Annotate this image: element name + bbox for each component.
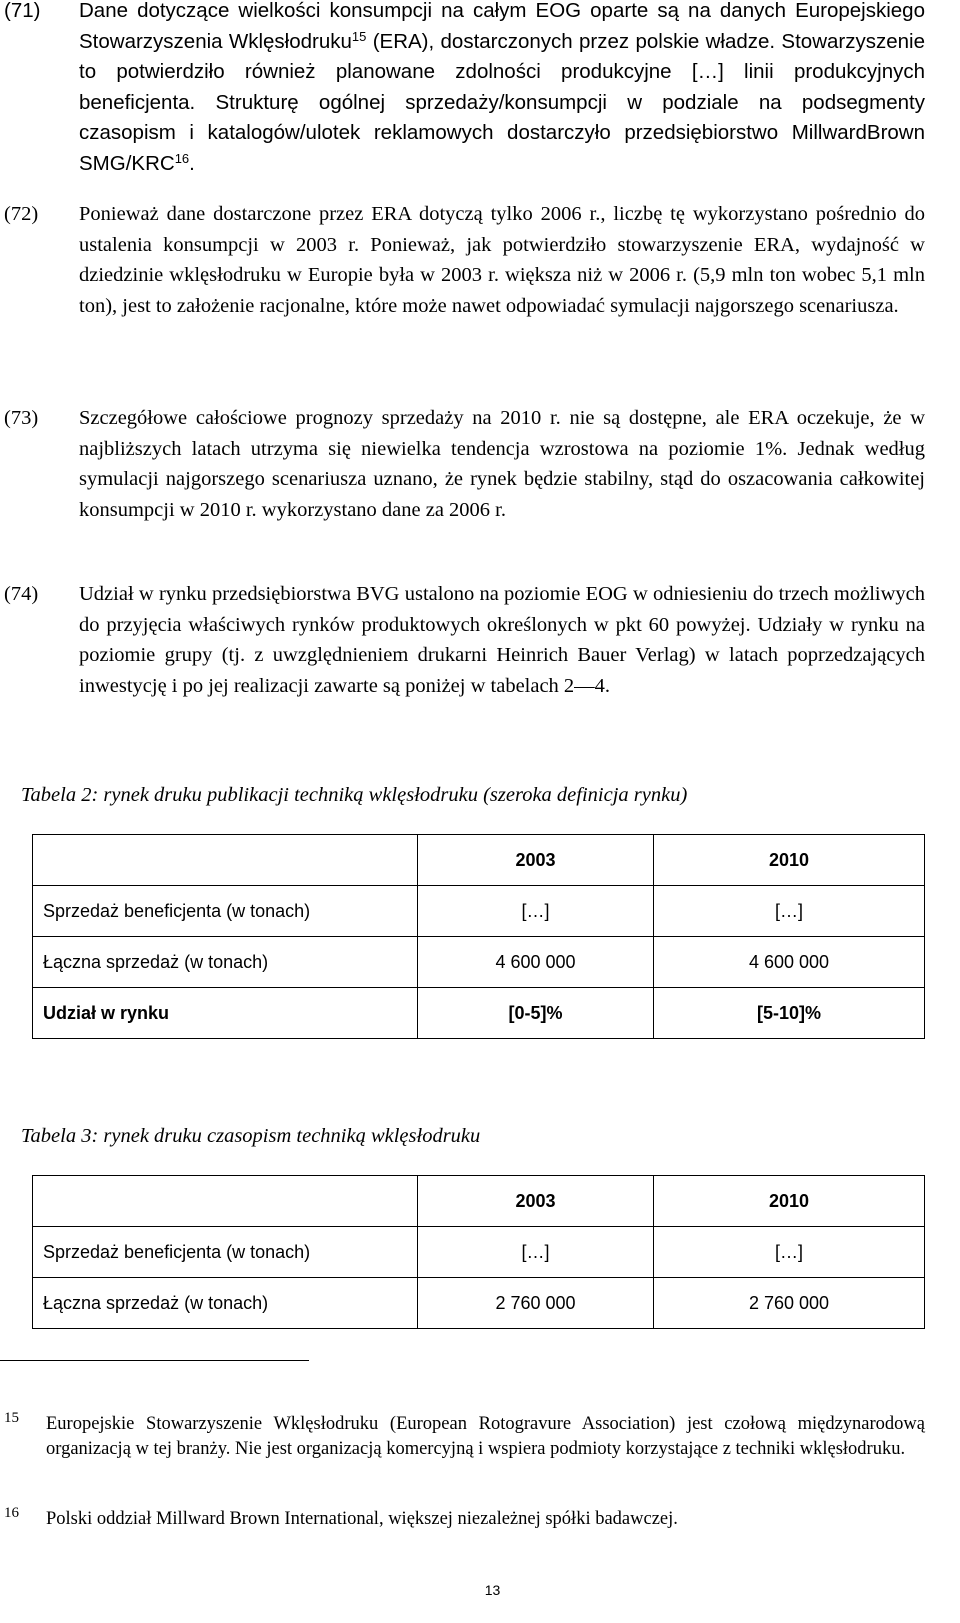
footnote-ref-16[interactable]: 16 [174, 150, 190, 166]
table-header-row [33, 1176, 925, 1227]
table-header-cell: 2003 [418, 835, 654, 886]
paragraph-text-part: Dane dotyczące wielkości konsumpcji na całym EOG oparte są na danych Europejskiego Stowarzyszenia Wklęsłodruku [79, 0, 925, 53]
table-header-cell: 2010 [654, 835, 925, 886]
table-row [33, 886, 925, 937]
table-cell: Sprzedaż beneficjenta (w tonach) [33, 1227, 418, 1278]
paragraph-text [79, 0, 925, 179]
footnote-text: Polski oddział Millward Brown International, większej niezależnej spółki badawczej. [46, 1509, 678, 1529]
paragraph-number: (72) [4, 203, 39, 225]
paragraph-number: (74) [4, 583, 39, 605]
footnote-15 [0, 1412, 925, 1461]
paragraph-71 [0, 0, 925, 179]
table-cell: 2 760 000 [418, 1278, 654, 1329]
table-cell: 4 600 000 [418, 937, 654, 988]
footnote-number: 15 [4, 1410, 19, 1426]
paragraph-text-part: . [189, 151, 195, 175]
table-cell: 2 760 000 [654, 1278, 925, 1329]
paragraph-72 [0, 199, 925, 321]
table-cell: [0-5]% [418, 988, 654, 1039]
table-row [33, 1227, 925, 1278]
table-header-cell: 2003 [418, 1176, 654, 1227]
table-cell: Sprzedaż beneficjenta (w tonach) [33, 886, 418, 937]
table-header-cell [33, 835, 418, 886]
paragraph-text: Ponieważ dane dostarczone przez ERA dotyczą tylko 2006 r., liczbę tę wykorzystano pośrednio do ustalenia konsumpcji w 2003 r. Ponieważ, jak potwierdziło stowarzyszenie ERA, wydajność w dziedzinie wklęsłodruku w Europie była w 2003 r. większa niż w 2006 r. (5,9 mln ton wobec 5,1 mln ton), jest to założenie racjonalne, które może nawet odpowiadać symulacji najgorszego scenariusza. [79, 203, 925, 317]
paragraph-number: (73) [4, 407, 39, 429]
table-header-cell [33, 1176, 418, 1227]
table-cell: […] [418, 886, 654, 937]
table-header-row [33, 835, 925, 886]
table-cell: 4 600 000 [654, 937, 925, 988]
table-cell: Udział w rynku [33, 988, 418, 1039]
paragraph-number: (71) [4, 0, 41, 22]
footnote-separator [0, 1360, 309, 1361]
table-cell: Łączna sprzedaż (w tonach) [33, 1278, 418, 1329]
table-cell: […] [418, 1227, 654, 1278]
table-header-cell: 2010 [654, 1176, 925, 1227]
table-row [33, 937, 925, 988]
footnote-ref-15[interactable]: 15 [351, 28, 367, 44]
footnote-16 [0, 1507, 925, 1532]
table-2 [32, 834, 925, 1039]
table-2-caption: Tabela 2: rynek druku publikacji techniką wklęsłodruku (szeroka definicja rynku) [21, 784, 688, 806]
paragraph-73 [0, 403, 925, 525]
table-cell: […] [654, 1227, 925, 1278]
page-number: 13 [484, 1582, 501, 1598]
paragraph-text-part: (ERA), dostarczonych przez polskie władze. Stowarzyszenie to potwierdziło również planowane zdolności produkcyjne […] linii produkcyjnych beneficjenta. Strukturę ogólnej sprzedaży/konsumpcji w podziale na podsegmenty czasopism i katalogów/ulotek reklamowych dostarczyło przedsiębiorstwo MillwardBrown SMG/KRC [79, 29, 925, 175]
paragraph-text: Udział w rynku przedsiębiorstwa BVG ustalono na poziomie EOG w odniesieniu do trzech możliwych do przyjęcia właściwych rynków produktowych określonych w pkt 60 powyżej. Udziały w rynku na poziomie grupy (tj. z uwzględnieniem drukarni Heinrich Bauer Verlag) w latach poprzedzających inwestycję i po jej realizacji zawarte są poniżej w tabelach 2—4. [79, 583, 925, 697]
table-row [33, 988, 925, 1039]
paragraph-text: Szczegółowe całościowe prognozy sprzedaży na 2010 r. nie są dostępne, ale ERA oczekuje, że w najbliższych latach utrzyma się niewielka tendencja wzrostowa na poziomie 1%. Jednak według symulacji najgorszego scenariusza uznano, że rynek będzie stabilny, stąd do oszacowania całkowitej konsumpcji w 2010 r. wykorzystano dane za 2006 r. [79, 407, 925, 521]
table-cell: [5-10]% [654, 988, 925, 1039]
table-3 [32, 1175, 925, 1329]
table-row [33, 1278, 925, 1329]
table-3-caption: Tabela 3: rynek druku czasopism techniką wklęsłodruku [21, 1125, 481, 1147]
paragraph-74 [0, 579, 925, 701]
table-cell: […] [654, 886, 925, 937]
footnote-text: Europejskie Stowarzyszenie Wklęsłodruku (European Rotogravure Association) jest czołową międzynarodową organizacją w tej branży. Nie jest organizacją komercyjną i wspiera podmioty korzystające z techniki wklęsłodruku. [46, 1414, 925, 1459]
table-cell: Łączna sprzedaż (w tonach) [33, 937, 418, 988]
footnote-number: 16 [4, 1505, 19, 1521]
